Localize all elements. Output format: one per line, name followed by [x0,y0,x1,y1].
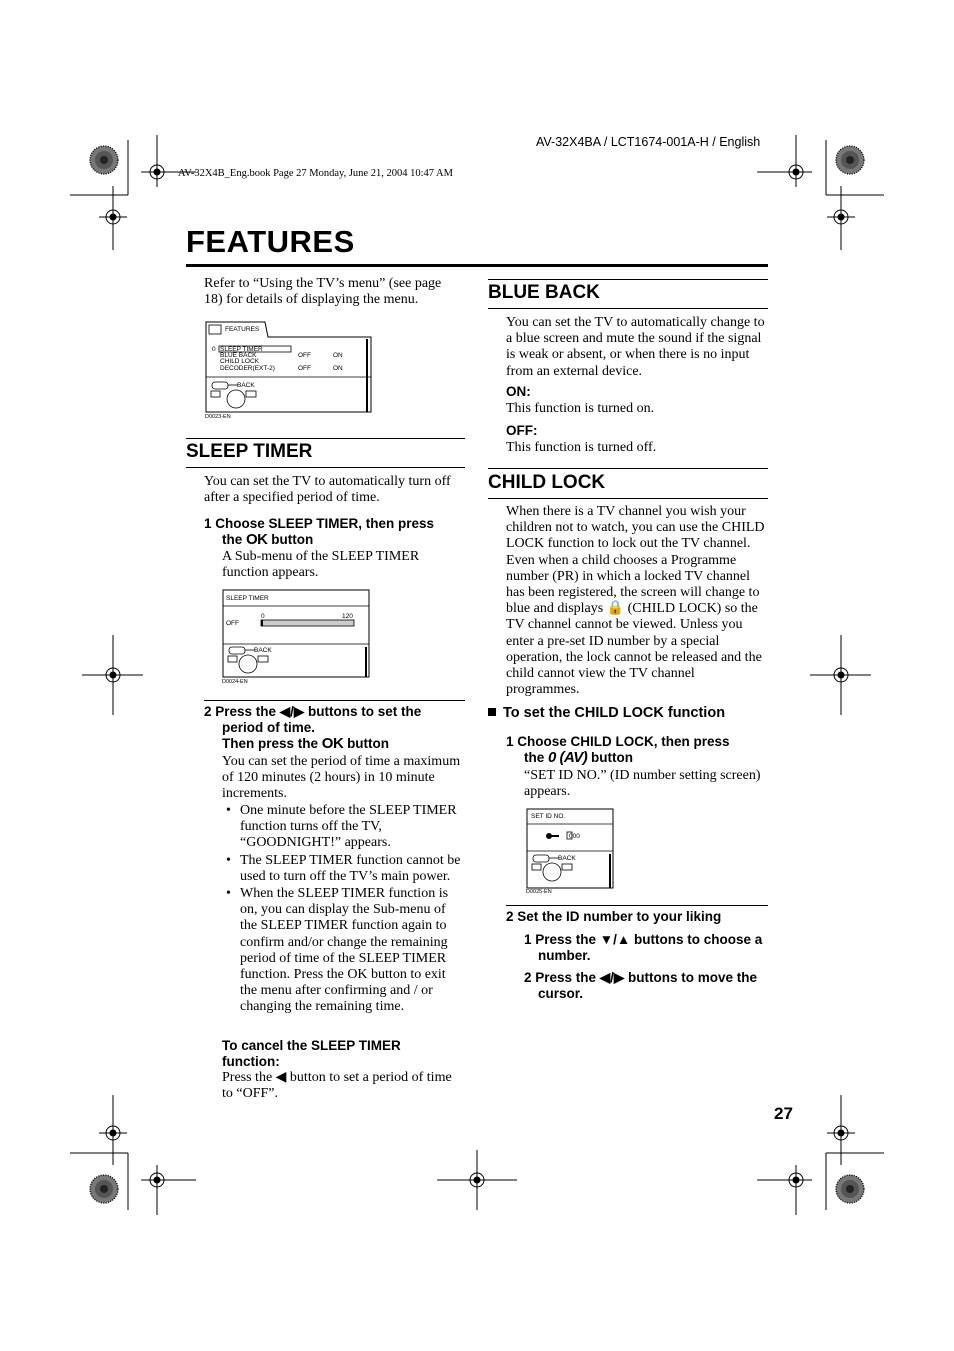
menu-item-decoder[interactable]: DECODER(EXT-2) [220,365,275,372]
blue-back-rule-top [488,279,768,280]
sleep-step1-body: A Sub-menu of the SLEEP TIMER function appears. [222,549,420,581]
list-item: • When the SLEEP TIMER function is on, you can display the Sub-menu of the SLEEP TIMER function again to confirm and/or change the remaining period of time of the SLEEP TIMER function. Press the OK button to exit the menu after confirming and / or changing the remaining time. [222,886,466,1016]
blue-back-on-label: ON: [506,384,531,399]
features-menu-screen [205,321,373,421]
sleep-step2-body: You can set the period of time a maximum of 120 minutes (2 hours) in 10 minute increments. [222,754,461,802]
blue-back-title: BLUE BACK [488,282,600,303]
menu-item-child-lock[interactable]: CHILD LOCK [220,358,260,365]
sleep-timer-rule-bottom [186,467,465,468]
av-button-icon: 0 (AV) [548,749,588,766]
child-step2-head: 2 Set the ID number to your liking [506,909,722,924]
sleep-timer-intro: You can set the TV to automatically turn off after a specified period of time. [204,474,451,506]
sleep-cancel-body: Press the ◀ button to set a period of time to “OFF”. [222,1070,452,1102]
title-rule [186,264,768,267]
sleep-timer-rule-top [186,438,465,439]
menu-tab-label: FEATURES [225,326,260,333]
menu-code: D0023-EN [205,414,231,420]
list-item: • The SLEEP TIMER function cannot be used to turn off the TV’s main power. [222,853,466,885]
registration-mark-icon [836,146,864,174]
sleep-step2-head: 2 Press the ◀/▶ buttons to set the period of time. Then press the OK button [204,704,422,752]
child-step2-rule [506,905,768,906]
set-id-screen [526,808,616,898]
menu-row: 0 [212,346,216,353]
sleep-screen-min: 0 [261,613,265,620]
child-step2-sub2: 2 Press the ◀/▶ buttons to move the cursor. [524,970,758,1001]
sleep-screen-back: BACK [254,647,272,654]
set-id-code: D0025-EN [526,889,552,895]
child-lock-rule-bottom [488,498,768,499]
square-bullet-icon [488,708,496,716]
menu-item-decoder-on: ON [333,365,343,372]
blue-back-rule-bottom [488,308,768,309]
child-lock-intro: When there is a TV channel you wish your children not to watch, you can use the CHILD LOCK function to lock out the TV channel. Even when a child chooses a Programme number (PR) in which a locked TV channel has been registered, the screen will change to blue and displays 🔒 (CHILD LOCK) so the TV channel cannot be viewed. Unless you enter a pre-set ID number by a special operation, the lock cannot be released and the child cannot view the TV channel programmes. [506,504,765,698]
sleep-timer-title: SLEEP TIMER [186,441,313,462]
sleep-screen-value: OFF [226,620,239,627]
child-step2-sub1: 1 Press the ▼/▲ buttons to choose a number. [524,932,763,963]
ok-button-icon: OK [246,531,268,548]
set-id-back: BACK [558,855,576,862]
child-lock-rule-top [488,468,768,469]
menu-item-sleep-timer[interactable]: SLEEP TIMER [220,346,263,353]
menu-item-decoder-off: OFF [298,365,311,372]
ok-button-icon: OK [321,735,344,752]
child-lock-title: CHILD LOCK [488,472,606,493]
page-title: FEATURES [186,224,355,259]
doc-code: AV-32X4BA / LCT1674-001A-H / English [536,135,761,149]
menu-item-blue-back-on: ON [333,352,343,359]
blue-back-on-body: This function is turned on. [506,401,655,416]
sleep-screen-code: D0024-EN [222,679,248,685]
blue-back-off-body: This function is turned off. [506,440,657,455]
child-lock-subhead: To set the CHILD LOCK function [488,705,725,721]
sleep-cancel-head: To cancel the SLEEP TIMER function: [222,1038,401,1069]
sleep-notes-list [222,803,466,1016]
set-id-digits: 000 [569,833,580,840]
book-info: AV-32X4B_Eng.book Page 27 Monday, June 21, 2004 10:47 AM [178,168,453,179]
sleep-step1-head: 1 Choose SLEEP TIMER, then press the OK button [204,516,435,548]
intro-text: Refer to “Using the TV’s menu” (see page 18) for details of displaying the menu. [204,276,442,308]
set-id-title: SET ID NO. [531,813,566,820]
page-number: 27 [774,1104,793,1123]
blue-back-off-label: OFF: [506,423,538,438]
sleep-step2-rule [204,700,465,701]
child-step1-body: “SET ID NO.” (ID number setting screen) appears. [524,768,761,800]
menu-item-blue-back-off: OFF [298,352,311,359]
registration-mark-icon [90,146,118,174]
sleep-screen-max: 120 [342,613,353,620]
menu-back-label: BACK [237,382,255,389]
child-step1-head: 1 Choose CHILD LOCK, then press the 0 (AV) button [506,734,730,766]
blue-back-intro: You can set the TV to automatically change to a blue screen and mute the sound if the signal is weak or absent, or when there is no input from an external device. [506,315,765,379]
sleep-timer-screen [222,589,372,685]
registration-mark-icon [90,1175,118,1203]
menu-item-blue-back[interactable]: BLUE BACK [220,352,257,359]
registration-mark-icon [836,1175,864,1203]
list-item: • One minute before the SLEEP TIMER function turns off the TV, “GOODNIGHT!” appears. [222,803,466,852]
sleep-screen-title: SLEEP TIMER [226,595,269,602]
